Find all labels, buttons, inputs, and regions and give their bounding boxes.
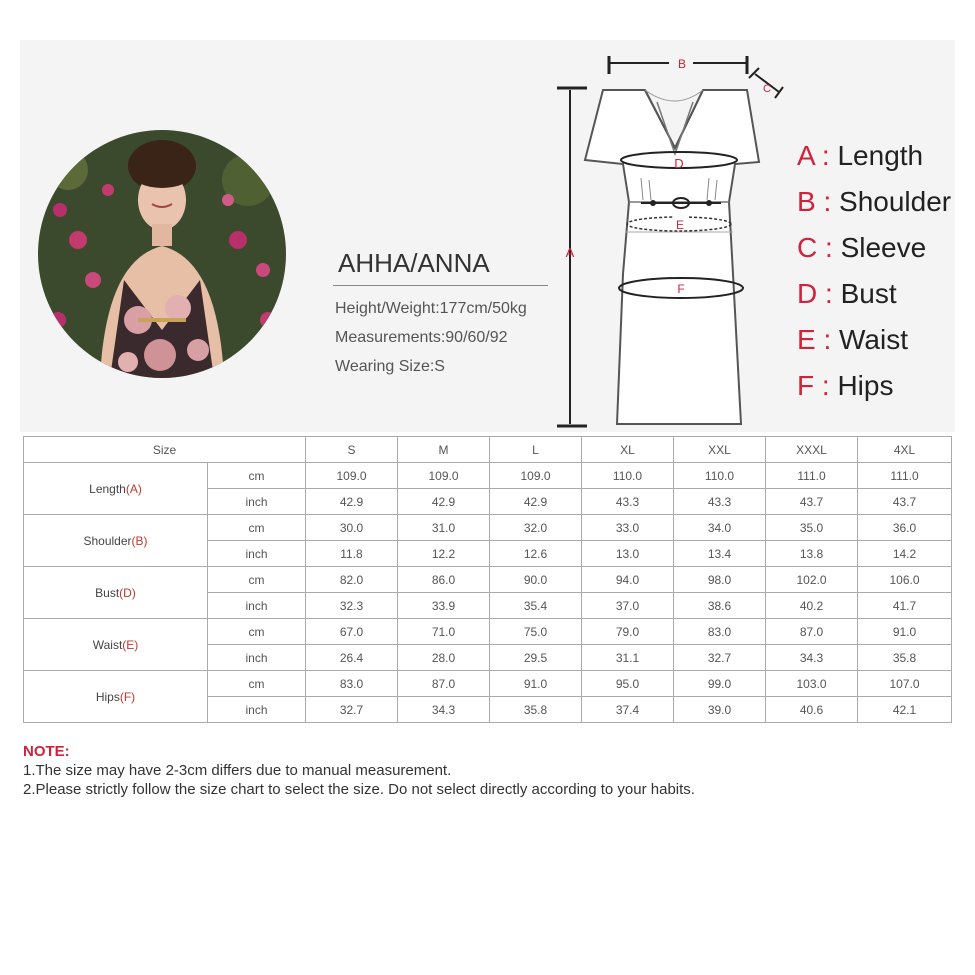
unit-cell: cm bbox=[208, 515, 306, 541]
label-c: C bbox=[763, 83, 771, 95]
legend-item-waist bbox=[797, 324, 972, 370]
value-cell: 71.0 bbox=[398, 619, 490, 645]
value-cell: 34.0 bbox=[674, 515, 766, 541]
measurement-code: (D) bbox=[119, 585, 136, 600]
value-cell: 14.2 bbox=[858, 541, 952, 567]
model-name: AHHA/ANNA bbox=[338, 248, 490, 278]
value-cell: 11.8 bbox=[306, 541, 398, 567]
value-cell: 111.0 bbox=[858, 463, 952, 489]
measurement-code: (F) bbox=[119, 689, 136, 704]
value-cell: 12.6 bbox=[490, 541, 582, 567]
measurement-name bbox=[24, 515, 208, 567]
legend-item-length bbox=[797, 140, 972, 186]
note-section bbox=[23, 743, 953, 800]
table-row bbox=[24, 463, 952, 489]
label-e: E bbox=[675, 218, 685, 232]
model-measurements: Measurements:90/60/92 bbox=[335, 329, 508, 346]
size-header-cell: XL bbox=[582, 437, 674, 463]
unit-cell: cm bbox=[208, 567, 306, 593]
value-cell: 42.9 bbox=[490, 489, 582, 515]
value-cell: 102.0 bbox=[766, 567, 858, 593]
value-cell: 42.9 bbox=[398, 489, 490, 515]
value-cell: 82.0 bbox=[306, 567, 398, 593]
measurement-label: Waist bbox=[92, 637, 123, 652]
legend-separator: : bbox=[814, 370, 838, 401]
value-cell: 36.0 bbox=[858, 515, 952, 541]
size-header-cell: L bbox=[490, 437, 582, 463]
measurement-code: (A) bbox=[125, 481, 142, 496]
legend-letter: F bbox=[797, 370, 815, 401]
value-cell: 99.0 bbox=[674, 671, 766, 697]
model-photo-image bbox=[38, 130, 286, 378]
label-f: F bbox=[677, 282, 685, 296]
value-cell: 91.0 bbox=[858, 619, 952, 645]
value-cell: 26.4 bbox=[306, 645, 398, 671]
measurement-name bbox=[24, 619, 208, 671]
legend-separator: : bbox=[817, 278, 841, 309]
measurement-label: Shoulder bbox=[83, 533, 132, 548]
value-cell: 91.0 bbox=[490, 671, 582, 697]
value-cell: 109.0 bbox=[490, 463, 582, 489]
legend-separator: : bbox=[814, 140, 838, 171]
value-cell: 83.0 bbox=[674, 619, 766, 645]
dress-diagram bbox=[545, 52, 790, 430]
value-cell: 95.0 bbox=[582, 671, 674, 697]
label-a: A bbox=[565, 245, 575, 260]
size-header-cell: M bbox=[398, 437, 490, 463]
value-cell: 34.3 bbox=[766, 645, 858, 671]
label-b: B bbox=[677, 57, 687, 71]
value-cell: 32.0 bbox=[490, 515, 582, 541]
value-cell: 30.0 bbox=[306, 515, 398, 541]
size-header-cell: XXXL bbox=[766, 437, 858, 463]
value-cell: 109.0 bbox=[306, 463, 398, 489]
value-cell: 79.0 bbox=[582, 619, 674, 645]
value-cell: 103.0 bbox=[766, 671, 858, 697]
value-cell: 34.3 bbox=[398, 697, 490, 723]
note-line: 2.Please strictly follow the size chart to select the size. Do not select directly according to your habits. bbox=[23, 781, 695, 798]
value-cell: 43.3 bbox=[674, 489, 766, 515]
value-cell: 43.7 bbox=[766, 489, 858, 515]
model-info bbox=[333, 248, 563, 387]
size-header-cell: S bbox=[306, 437, 398, 463]
measurement-label: Hips bbox=[95, 689, 120, 704]
value-cell: 109.0 bbox=[398, 463, 490, 489]
value-cell: 111.0 bbox=[766, 463, 858, 489]
value-cell: 32.3 bbox=[306, 593, 398, 619]
measurement-code: (E) bbox=[122, 637, 139, 652]
value-cell: 12.2 bbox=[398, 541, 490, 567]
value-cell: 42.9 bbox=[306, 489, 398, 515]
value-cell: 87.0 bbox=[398, 671, 490, 697]
legend-name: Shoulder bbox=[839, 186, 952, 217]
value-cell: 42.1 bbox=[858, 697, 952, 723]
value-cell: 43.3 bbox=[582, 489, 674, 515]
legend-name: Hips bbox=[837, 370, 894, 401]
value-cell: 28.0 bbox=[398, 645, 490, 671]
value-cell: 35.8 bbox=[858, 645, 952, 671]
note-title: NOTE: bbox=[23, 743, 70, 760]
value-cell: 86.0 bbox=[398, 567, 490, 593]
value-cell: 39.0 bbox=[674, 697, 766, 723]
value-cell: 43.7 bbox=[858, 489, 952, 515]
model-photo bbox=[38, 130, 286, 378]
table-row bbox=[24, 515, 952, 541]
value-cell: 31.1 bbox=[582, 645, 674, 671]
legend-separator: : bbox=[817, 232, 841, 263]
value-cell: 35.8 bbox=[490, 697, 582, 723]
model-divider bbox=[333, 285, 548, 286]
value-cell: 106.0 bbox=[858, 567, 952, 593]
size-header: Size bbox=[24, 437, 306, 463]
value-cell: 67.0 bbox=[306, 619, 398, 645]
value-cell: 40.6 bbox=[766, 697, 858, 723]
value-cell: 110.0 bbox=[582, 463, 674, 489]
measurement-label: Length bbox=[89, 481, 126, 496]
model-wearing-size: Wearing Size:S bbox=[335, 358, 445, 375]
label-d: D bbox=[674, 156, 684, 171]
unit-cell: inch bbox=[208, 541, 306, 567]
legend-name: Length bbox=[837, 140, 924, 171]
value-cell: 33.0 bbox=[582, 515, 674, 541]
value-cell: 110.0 bbox=[674, 463, 766, 489]
legend-letter: A bbox=[797, 140, 815, 171]
legend-letter: E bbox=[797, 324, 816, 355]
legend-item-shoulder bbox=[797, 186, 972, 232]
value-cell: 13.8 bbox=[766, 541, 858, 567]
dress-sketch bbox=[545, 52, 790, 430]
value-cell: 90.0 bbox=[490, 567, 582, 593]
legend-item-hips bbox=[797, 370, 972, 416]
legend-letter: C bbox=[797, 232, 818, 263]
legend-item-sleeve bbox=[797, 232, 972, 278]
value-cell: 37.0 bbox=[582, 593, 674, 619]
value-cell: 13.4 bbox=[674, 541, 766, 567]
measurement-label: Bust bbox=[95, 585, 120, 600]
value-cell: 83.0 bbox=[306, 671, 398, 697]
value-cell: 29.5 bbox=[490, 645, 582, 671]
legend-name: Waist bbox=[839, 324, 908, 355]
value-cell: 31.0 bbox=[398, 515, 490, 541]
value-cell: 75.0 bbox=[490, 619, 582, 645]
legend-letter: D bbox=[797, 278, 818, 309]
measurement-name bbox=[24, 567, 208, 619]
unit-cell: cm bbox=[208, 463, 306, 489]
size-chart-table bbox=[23, 436, 952, 723]
legend-letter: B bbox=[797, 186, 816, 217]
table-row bbox=[24, 619, 952, 645]
value-cell: 94.0 bbox=[582, 567, 674, 593]
value-cell: 32.7 bbox=[306, 697, 398, 723]
size-header-cell: XXL bbox=[674, 437, 766, 463]
measurement-legend bbox=[797, 140, 972, 416]
model-height-weight: Height/Weight:177cm/50kg bbox=[335, 300, 527, 317]
value-cell: 33.9 bbox=[398, 593, 490, 619]
table-row bbox=[24, 671, 952, 697]
value-cell: 41.7 bbox=[858, 593, 952, 619]
legend-item-bust bbox=[797, 278, 972, 324]
table-header-row bbox=[24, 437, 952, 463]
legend-name: Sleeve bbox=[840, 232, 927, 263]
size-header-cell: 4XL bbox=[858, 437, 952, 463]
measurement-name bbox=[24, 671, 208, 723]
value-cell: 32.7 bbox=[674, 645, 766, 671]
legend-separator: : bbox=[815, 324, 840, 355]
value-cell: 13.0 bbox=[582, 541, 674, 567]
value-cell: 35.0 bbox=[766, 515, 858, 541]
unit-cell: cm bbox=[208, 619, 306, 645]
value-cell: 35.4 bbox=[490, 593, 582, 619]
measurement-name bbox=[24, 463, 208, 515]
value-cell: 38.6 bbox=[674, 593, 766, 619]
value-cell: 98.0 bbox=[674, 567, 766, 593]
value-cell: 40.2 bbox=[766, 593, 858, 619]
table-row bbox=[24, 567, 952, 593]
unit-cell: inch bbox=[208, 489, 306, 515]
measurement-code: (B) bbox=[131, 533, 148, 548]
value-cell: 37.4 bbox=[582, 697, 674, 723]
unit-cell: inch bbox=[208, 697, 306, 723]
value-cell: 107.0 bbox=[858, 671, 952, 697]
note-line: 1.The size may have 2-3cm differs due to manual measurement. bbox=[23, 762, 452, 779]
legend-name: Bust bbox=[840, 278, 897, 309]
unit-cell: inch bbox=[208, 645, 306, 671]
value-cell: 87.0 bbox=[766, 619, 858, 645]
unit-cell: inch bbox=[208, 593, 306, 619]
legend-separator: : bbox=[815, 186, 840, 217]
unit-cell: cm bbox=[208, 671, 306, 697]
